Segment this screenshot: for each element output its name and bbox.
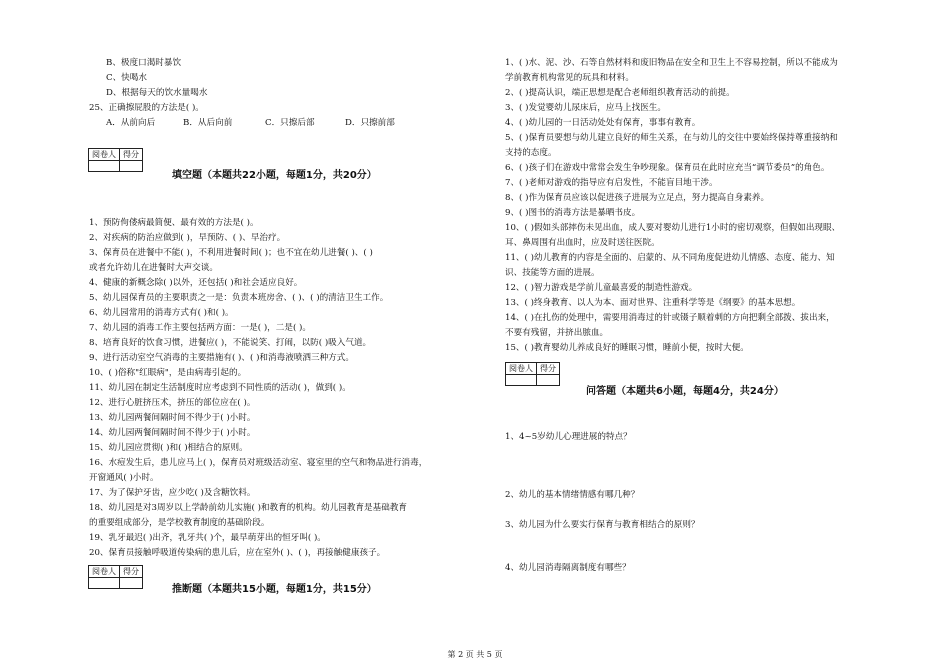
judge-question-line: 8、( )作为保育员应该以促进孩子进展为立足点，努力提高自身素养。 [505,193,770,203]
fill-question-line: 1、预防佝偻病最简便、最有效的方法是( )。 [89,218,259,228]
score-label: 得分 [120,566,143,578]
qa-section-title: 问答题（本题共6小题，每题4分，共24分） [586,386,784,397]
q25-option-a: A．从前向后 [106,118,156,128]
fill-question-line: 或者允许幼儿在进餐时大声交谈。 [89,263,218,273]
judge-question-line: 支持的态度。 [505,148,557,158]
fill-question-line: 9、进行活动室空气消毒的主要措施有( )、( )和消毒液喷洒三种方式。 [89,353,354,363]
fill-question-line: 20、保育员接触呼吸道传染病的患儿后，应在室外( )、( )，再接触健康孩子。 [89,548,386,558]
judge-question-line: 7、( )老师对游戏的指导应有启发性，不能盲目地干涉。 [505,178,718,188]
score-cell[interactable] [120,161,143,172]
fill-question-line: 11、幼儿园在制定生活制度时应考虑到不同性质的活动( )，做到( )。 [89,383,351,393]
fill-question-line: 10、( )俗称"红眼病"，是由病毒引起的。 [89,368,247,378]
judge-question-line: 耳、鼻周围有出血时，应及时送往医院。 [505,238,660,248]
fill-question-line: 3、保育员在进餐中不能( )，不利用进餐时间( )；也不宜在幼儿进餐( )、( ) [89,248,373,258]
option-c: C、快喝水 [106,73,147,83]
judge-question-line: 13、( )终身教育、以人为本、面对世界、注重科学等是《纲要》的基本思想。 [505,298,801,308]
fill-question-line: 18、幼儿园是对3周岁以上学龄前幼儿实施( )和教育的机构。幼儿园教育是基础教育 [89,503,408,513]
grader-label: 阅卷人 [89,149,120,161]
score-label: 得分 [120,149,143,161]
q25-option-d: D．只擦前部 [345,118,395,128]
judge-question-line: 2、( )提高认识，端正思想是配合老师组织教育活动的前提。 [505,88,735,98]
option-b: B、极度口渴时暴饮 [106,58,182,68]
judge-question-line: 14、( )在扎伤的处理中，需要用消毒过的针或镊子顺着刺的方向把剩全部拨、拔出来， [505,313,835,323]
score-cell[interactable] [537,375,560,386]
judge-question-line: 1、( )水、泥、沙、石等自然材料和废旧物品在安全和卫生上不容易控制，所以不能成为 [505,58,838,68]
judge-question-line: 识、技能等方面的进展。 [505,268,600,278]
fill-question-line: 6、幼儿园常用的消毒方式有( )和( )。 [89,308,234,318]
qa-question-2: 2、幼儿的基本情绪情感有哪几种？ [505,490,640,500]
grader-label: 阅卷人 [89,566,120,578]
fill-question-line: 5、幼儿园保育员的主要职责之一是：负责本班房舍、( )、( )的清洁卫生工作。 [89,293,389,303]
score-box-qa [505,362,560,386]
grader-cell[interactable] [89,161,120,172]
score-box-fill [88,148,143,172]
fill-question-line: 的重要组成部分，是学校教育制度的基础阶段。 [89,518,270,528]
qa-question-3: 3、幼儿园为什么要实行保育与教育相结合的原则？ [505,520,700,530]
option-d: D、根据每天的饮水量喝水 [106,88,208,98]
judge-question-line: 5、( )保育员要想与幼儿建立良好的师生关系，在与幼儿的交往中要始终保持尊重接纳和 [505,133,838,143]
fill-question-line: 开窗通风( )小时。 [89,473,159,483]
judge-question-line: 12、( )智力游戏是学前儿童最喜爱的制造性游戏。 [505,283,698,293]
fill-question-line: 15、幼儿园应贯彻( )和( )相结合的原则。 [89,443,248,453]
judge-question-line: 不要有残留，并挤出脓血。 [505,328,609,338]
fill-question-line: 2、对疾病的防治应做到( )，早预防、( )、早治疗。 [89,233,286,243]
question-25: 25、正确擦屁股的方法是( )。 [89,103,204,113]
score-box-judge [88,565,143,589]
q25-option-b: B．从后向前 [183,118,233,128]
judge-question-line: 10、( )假如头部摔伤未见出血，成人要对婴幼儿进行1小时的密切观察，但假如出现眼、 [505,223,841,233]
q25-option-c: C．只擦后部 [265,118,315,128]
fill-question-line: 14、幼儿园两餐间隔时间不得少于( )小时。 [89,428,256,438]
grader-label: 阅卷人 [506,363,537,375]
judge-section-title: 推断题（本题共15小题，每题1分，共15分） [172,584,377,595]
judge-question-line: 6、( )孩子们在游戏中常常会发生争吵现象。保育员在此时应充当“调节委员”的角色。 [505,163,830,173]
page-footer: 第 2 页 共 5 页 [447,650,503,659]
fill-question-line: 17、为了保护牙齿，应少吃( )及含糖饮料。 [89,488,256,498]
grader-cell[interactable] [89,578,120,589]
grader-cell[interactable] [506,375,537,386]
fill-question-line: 4、健康的新概念除( )以外，还包括( )和社会适应良好。 [89,278,303,288]
fill-question-line: 8、培育良好的饮食习惯，进餐应( )，不能说笑、打闹，以防( )吸入气道。 [89,338,372,348]
fill-question-line: 16、水痘发生后，患儿应马上( )，保育员对班级活动室、寝室里的空气和物品进行消毒， [89,458,428,468]
score-label: 得分 [537,363,560,375]
fill-question-line: 13、幼儿园两餐间隔时间不得少于( )小时。 [89,413,256,423]
fill-question-line: 19、乳牙最迟( )出齐，乳牙共( )个，最早萌芽出的恒牙叫( )。 [89,533,326,543]
fill-section-title: 填空题（本题共22小题，每题1分，共20分） [172,170,377,181]
judge-question-line: 9、( )图书的消毒方法是暴晒书皮。 [505,208,641,218]
qa-question-4: 4、幼儿园消毒隔离制度有哪些？ [505,563,631,573]
judge-question-line: 学前教育机构常见的玩具和材料。 [505,73,634,83]
judge-question-line: 11、( )幼儿教育的内容是全面的、启蒙的、从不同角度促进幼儿情感、态度、能力、知 [505,253,835,263]
score-cell[interactable] [120,578,143,589]
judge-question-line: 15、( )教育婴幼儿养成良好的睡眠习惯，睡前小便，按时大便。 [505,343,749,353]
fill-question-line: 12、进行心脏挤压术，挤压的部位应在( )。 [89,398,256,408]
judge-question-line: 4、( )幼儿园的一日活动处处有保育，事事有教育。 [505,118,701,128]
fill-question-line: 7、幼儿园的消毒工作主要包括两方面：一是( )，二是( )。 [89,323,311,333]
judge-question-line: 3、( )发觉婴幼儿尿床后，应马上找医生。 [505,103,666,113]
qa-question-1: 1、4~5岁幼儿心理进展的特点？ [505,432,632,442]
